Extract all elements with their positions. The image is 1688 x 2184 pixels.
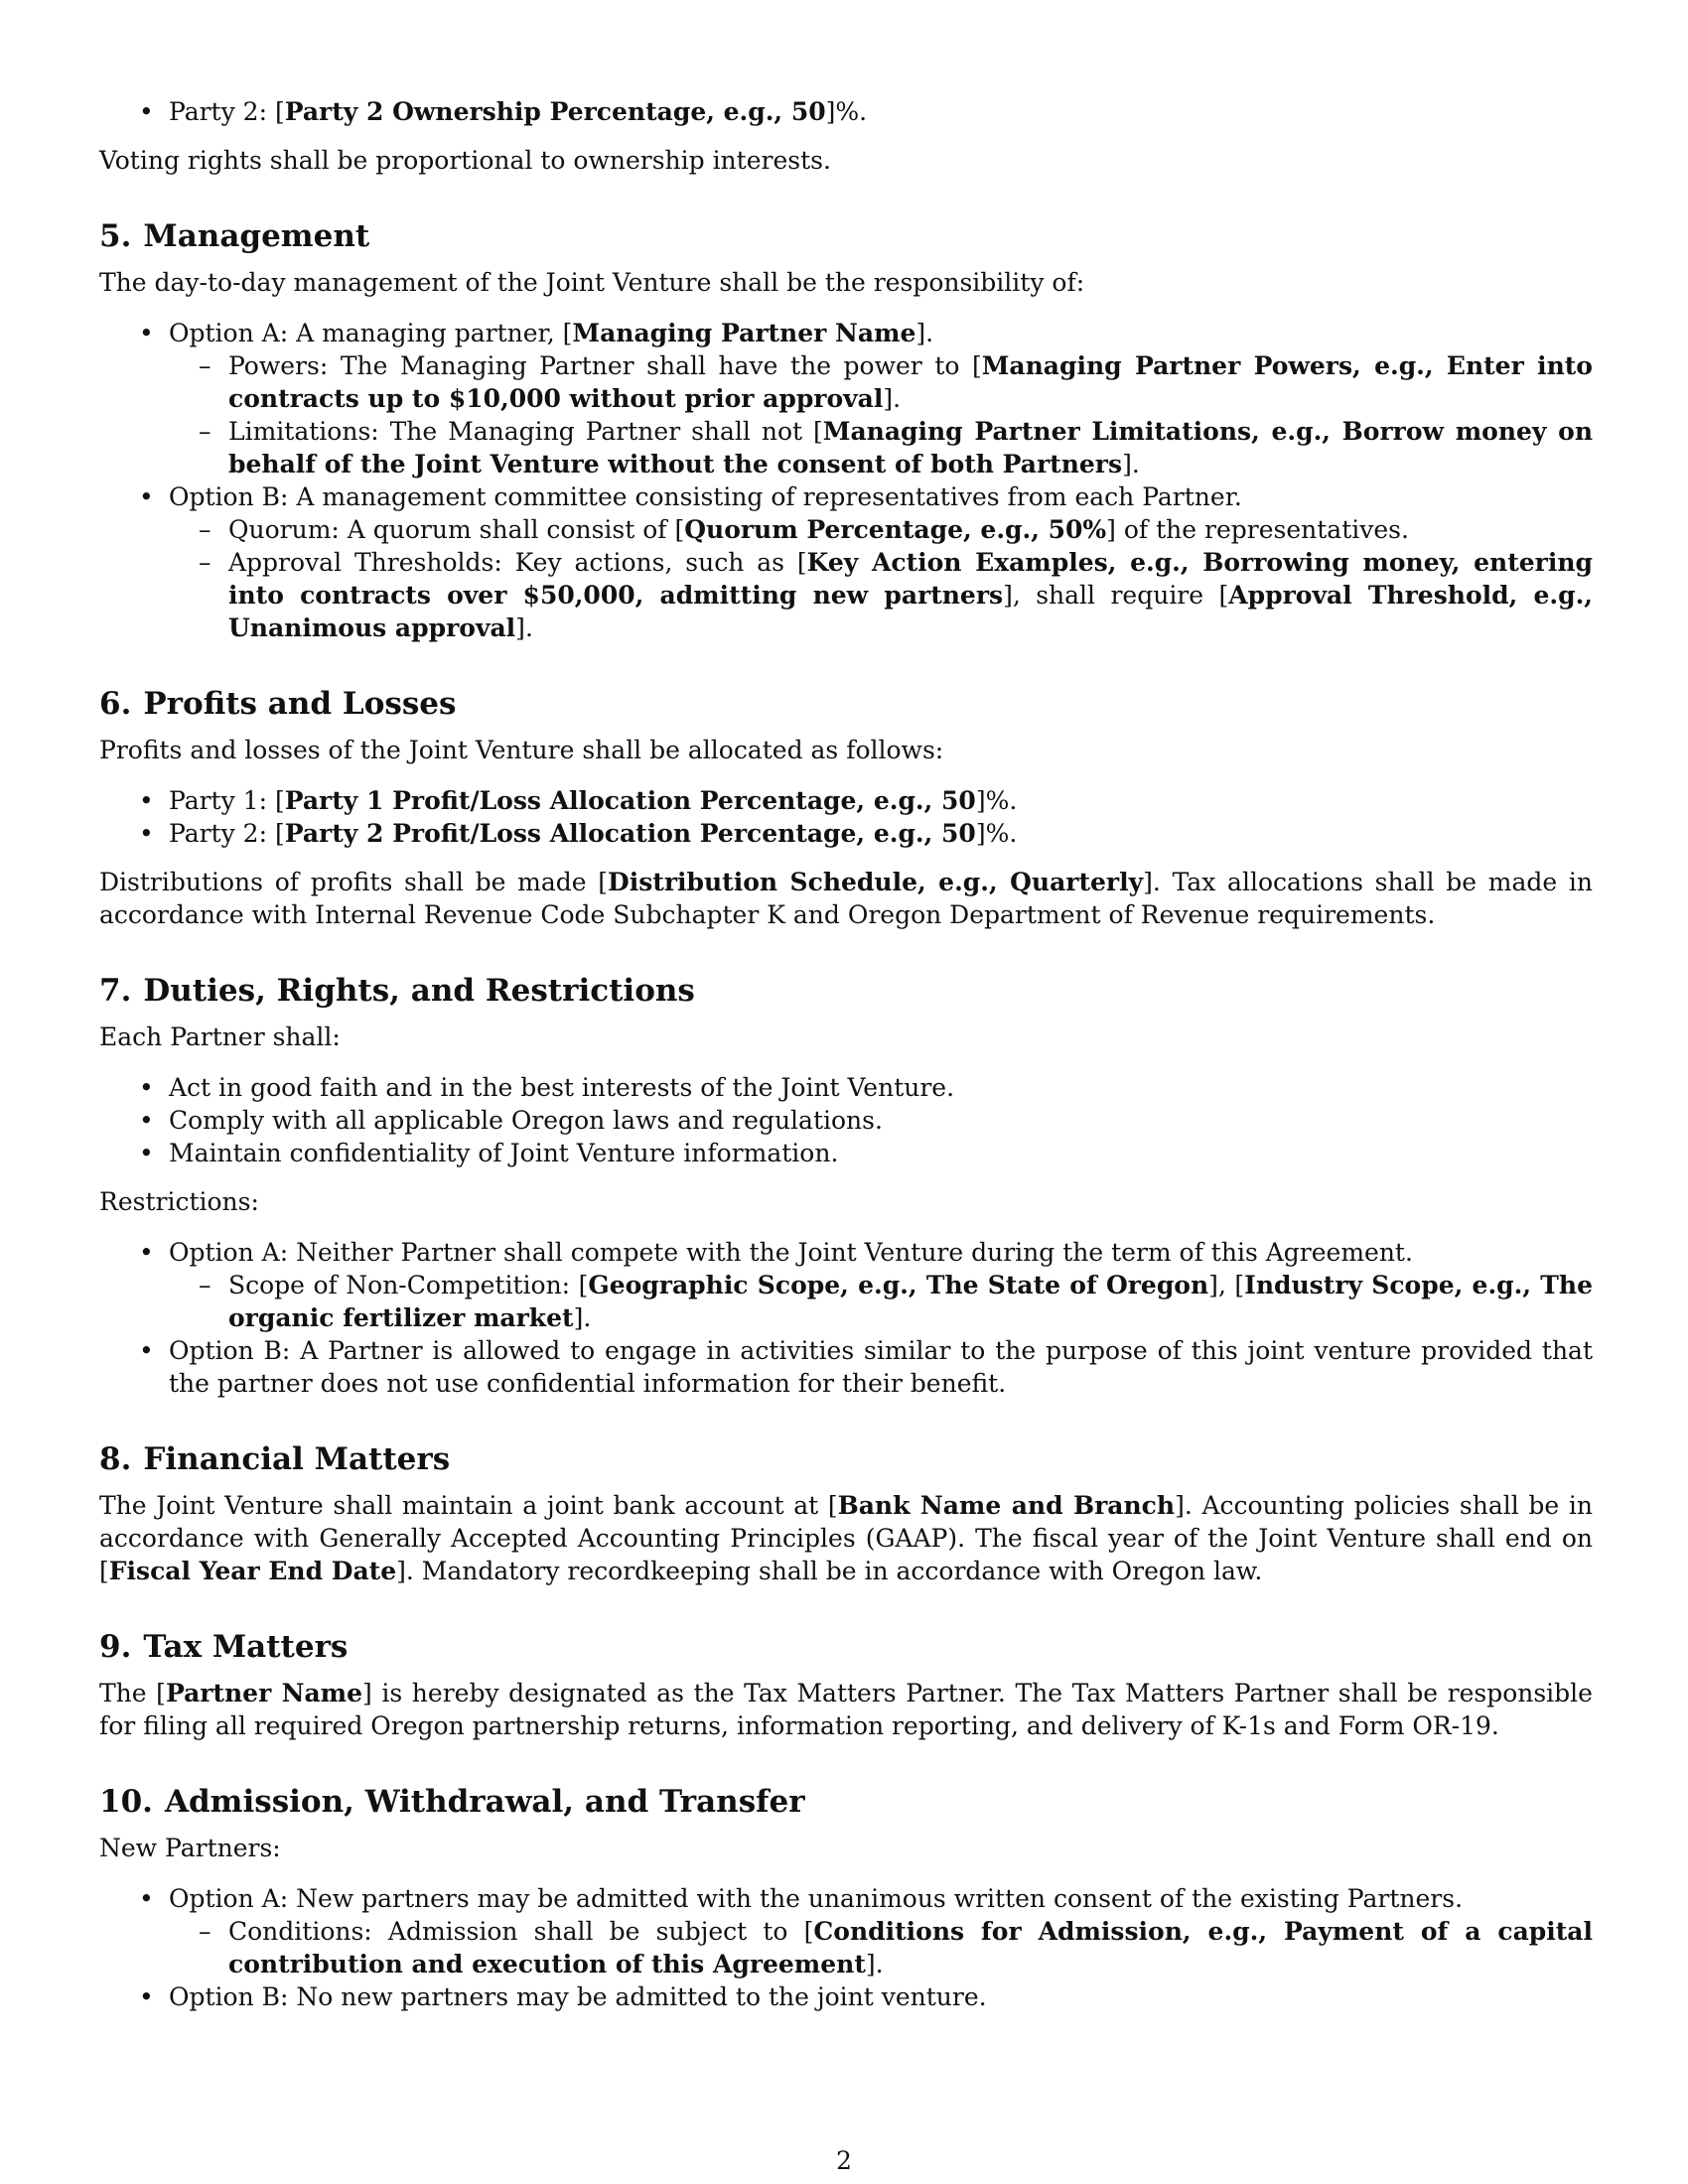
- list-item: • Option B: A Partner is allowed to engage in activities similar to the purpose of this joint venture provided that the partner does not use confidential information for their benefit.: [99, 1334, 1593, 1400]
- list-item: • Option B: No new partners may be admitted to the joint venture.: [99, 1980, 1593, 2013]
- section-heading-admission: 10. Admission, Withdrawal, and Transfer: [99, 1784, 805, 1820]
- placeholder: Conditions for Admission, e.g., Payment of a capital contribution and execution of this Agreement: [228, 1917, 1593, 1979]
- paragraph: Each Partner shall:: [99, 1023, 341, 1051]
- list-item: • Party 2: [Party 2 Profit/Loss Allocation Percentage, e.g., 50]%.: [99, 817, 1593, 850]
- ownership-list: [99, 95, 1593, 128]
- list-item: • Party 1: [Party 1 Profit/Loss Allocation Percentage, e.g., 50]%.: [99, 784, 1593, 817]
- placeholder: Managing Partner Limitations, e.g., Borrow money on behalf of the Joint Venture without the consent of both Partners: [228, 417, 1593, 478]
- restrictions-list: [99, 1236, 1593, 1400]
- sub-list: [169, 349, 1593, 480]
- placeholder: Party 2 Ownership Percentage, e.g., 50: [284, 97, 826, 126]
- sub-list-item: – Conditions: Admission shall be subject to [Conditions for Admission, e.g., Payment of a capital contribution and execution of this Agreement].: [169, 1915, 1593, 1980]
- placeholder: Geographic Scope, e.g., The State of Oregon: [588, 1271, 1209, 1299]
- sub-list-item: – Limitations: The Managing Partner shall not [Managing Partner Limitations, e.g., Borrow money on behalf of the Joint Venture without the consent of both Partners].: [169, 415, 1593, 480]
- placeholder: Managing Partner Powers, e.g., Enter into contracts up to $10,000 without prior approval: [228, 351, 1593, 413]
- placeholder: Quorum Percentage, e.g., 50%: [684, 515, 1107, 544]
- list-item: • Act in good faith and in the best interests of the Joint Venture.: [99, 1071, 1593, 1104]
- placeholder: Party 1 Profit/Loss Allocation Percentage, e.g., 50: [284, 786, 976, 815]
- voting-paragraph: Voting rights shall be proportional to ownership interests.: [99, 146, 831, 175]
- distribution-paragraph: Distributions of profits shall be made [Distribution Schedule, e.g., Quarterly]. Tax allocations shall be made in accordance with Internal Revenue Code Subchapter K and Oregon Department of Revenue requirements.: [99, 868, 1593, 929]
- paragraph: Profits and losses of the Joint Venture shall be allocated as follows:: [99, 736, 944, 764]
- paragraph: The day-to-day management of the Joint Venture shall be the responsibility of:: [99, 268, 1085, 297]
- duties-list: [99, 1071, 1593, 1169]
- document-page: [99, 95, 1593, 2013]
- sub-list-item: – Quorum: A quorum shall consist of [Quorum Percentage, e.g., 50%] of the representatives.: [169, 513, 1593, 546]
- placeholder: Approval Threshold, e.g., Unanimous approval: [228, 581, 1593, 642]
- placeholder: Bank Name and Branch: [837, 1491, 1176, 1520]
- paragraph: The [Partner Name] is hereby designated as the Tax Matters Partner. The Tax Matters Partner shall be responsible for filing all required Oregon partnership returns, information reporting, and delivery of K-1s and Form OR-19.: [99, 1679, 1593, 1740]
- sub-list: [169, 513, 1593, 644]
- list-item: • Option B: A management committee consisting of representatives from each Partner. – Quorum: A quorum shall consist of [Quorum Percentage, e.g., 50%] of the representatives. – Approval Thresholds: Key actions, such as [Key Action Examples, e.g., Borrowing money, entering into contracts over $50,000, admitting new partners], shall require [Approval Threshold, e.g., Unanimous approval].: [99, 480, 1593, 644]
- placeholder: Key Action Examples, e.g., Borrowing money, entering into contracts over $50,000, admitting new partners: [228, 548, 1594, 610]
- list-item: • Maintain confidentiality of Joint Venture information.: [99, 1137, 1593, 1169]
- sub-list: [169, 1269, 1593, 1334]
- placeholder: Managing Partner Name: [572, 319, 916, 347]
- sub-list-item: – Approval Thresholds: Key actions, such as [Key Action Examples, e.g., Borrowing money, entering into contracts over $50,000, admitting new partners], shall require [Approval Threshold, e.g., Unanimous approval].: [169, 546, 1593, 644]
- list-item: • Option A: Neither Partner shall compete with the Joint Venture during the term of this Agreement. – Scope of Non-Competition: [Geographic Scope, e.g., The State of Oregon], [Industry Scope, e.g., The organic fertilizer market].: [99, 1236, 1593, 1334]
- allocation-list: [99, 784, 1593, 850]
- section-heading-profits: 6. Profits and Losses: [99, 686, 457, 722]
- sub-list-item: – Scope of Non-Competition: [Geographic Scope, e.g., The State of Oregon], [Industry Scope, e.g., The organic fertilizer market].: [169, 1269, 1593, 1334]
- admission-list: [99, 1882, 1593, 2013]
- section-heading-financial: 8. Financial Matters: [99, 1441, 451, 1477]
- placeholder: Industry Scope, e.g., The organic fertilizer market: [228, 1271, 1593, 1332]
- list-item: • Party 2: [Party 2 Ownership Percentage, e.g., 50]%.: [99, 95, 1593, 128]
- placeholder: Partner Name: [165, 1679, 363, 1707]
- paragraph: New Partners:: [99, 1834, 281, 1862]
- sub-list-item: – Powers: The Managing Partner shall have the power to [Managing Partner Powers, e.g., Enter into contracts up to $10,000 without prior approval].: [169, 349, 1593, 415]
- page-number: 2: [836, 2146, 852, 2175]
- section-heading-duties: 7. Duties, Rights, and Restrictions: [99, 973, 695, 1009]
- paragraph: The Joint Venture shall maintain a joint bank account at [Bank Name and Branch]. Accounting policies shall be in accordance with Generally Accepted Accounting Principles (GAAP). The fiscal year of the Joint Venture shall end on [Fiscal Year End Date]. Mandatory recordkeeping shall be in accordance with Oregon law.: [99, 1491, 1593, 1585]
- management-options: [99, 317, 1593, 644]
- list-item: • Comply with all applicable Oregon laws and regulations.: [99, 1104, 1593, 1137]
- section-heading-management: 5. Management: [99, 218, 370, 254]
- section-heading-tax: 9. Tax Matters: [99, 1629, 349, 1665]
- placeholder: Fiscal Year End Date: [108, 1557, 397, 1585]
- placeholder: Party 2 Profit/Loss Allocation Percentage, e.g., 50: [284, 819, 976, 848]
- list-item: • Option A: New partners may be admitted with the unanimous written consent of the existing Partners. – Conditions: Admission shall be subject to [Conditions for Admission, e.g., Payment of a capital contribution and execution of this Agreement].: [99, 1882, 1593, 1980]
- placeholder: Distribution Schedule, e.g., Quarterly: [608, 868, 1144, 896]
- paragraph: Restrictions:: [99, 1187, 259, 1216]
- sub-list: [169, 1915, 1593, 1980]
- list-item: • Option A: A managing partner, [Managing Partner Name]. – Powers: The Managing Partner shall have the power to [Managing Partner Powers, e.g., Enter into contracts up to $10,000 without prior approval]. – Limitations: The Managing Partner shall not [Managing Partner Limitations, e.g., Borrow money on behalf of the Joint Venture without the consent of both Partners].: [99, 317, 1593, 480]
